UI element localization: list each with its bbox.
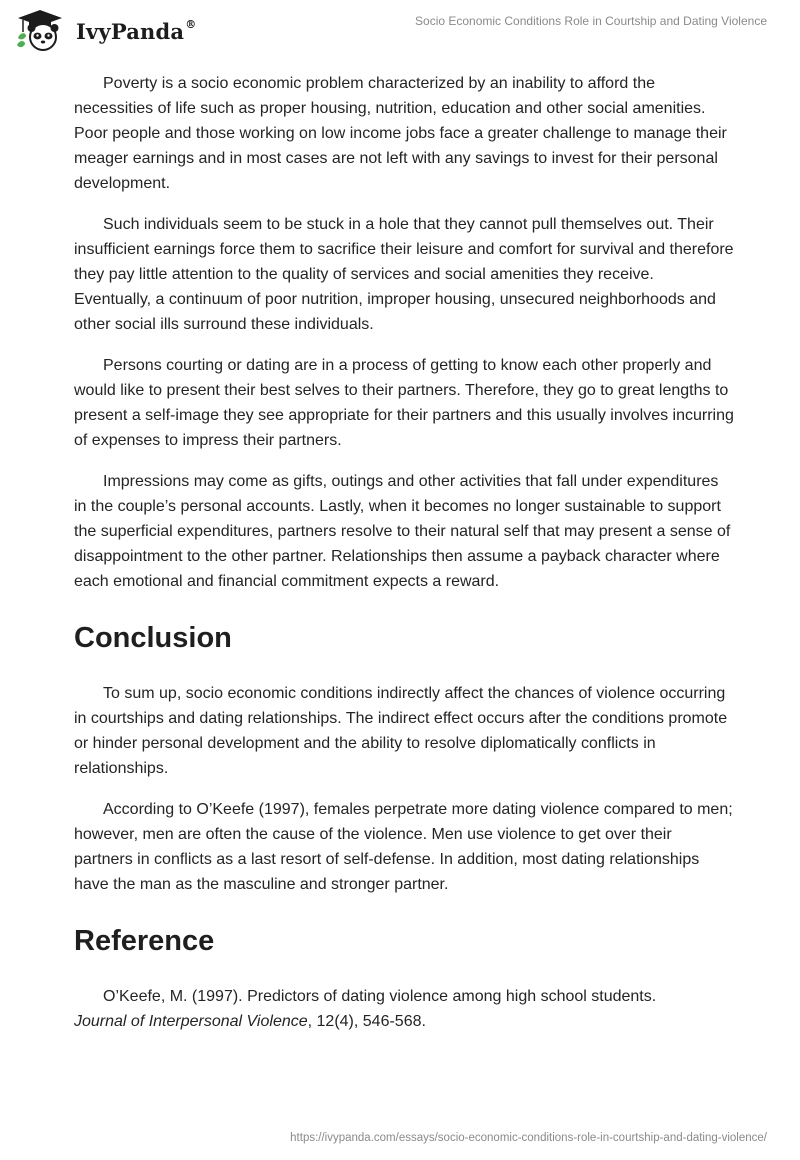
body-paragraph: Poverty is a socio economic problem characterized by an inability to afford the necessities of life such as proper housing, nutrition, education and other social amenities. Poor people and those working on low income jobs face a greater challenge to manage their meager earnings and in most cases are not left with any savings to invest for their personal development. bbox=[74, 75, 727, 192]
running-title: Socio Economic Conditions Role in Courtship and Dating Violence bbox=[415, 14, 767, 28]
page-header bbox=[0, 0, 800, 60]
citation-lead: O’Keefe, M. (1997). Predictors of dating violence among high school students. bbox=[103, 988, 657, 1005]
footer-source-url[interactable]: https://ivypanda.com/essays/socio-economic-conditions-role-in-courtship-and-dating-violence/ bbox=[290, 1132, 767, 1144]
conclusion-paragraph: According to O’Keefe (1997), females perpetrate more dating violence compared to men; however, men are often the cause of the violence. Men use violence to get over their partners in conflicts as a last resort of self-defense. In addition, most dating relationships have the man as the masculine and stronger partner. bbox=[74, 801, 733, 893]
body-paragraph: Persons courting or dating are in a process of getting to know each other properly and would like to present their best selves to their partners. Therefore, they go to great lengths to present a self-image they see appropriate for their partners and this usually involves incurring of expenses to impress their partners. bbox=[74, 357, 734, 449]
journal-title: Journal of Interpersonal Violence bbox=[74, 1013, 308, 1030]
ivypanda-logo[interactable] bbox=[14, 8, 214, 52]
registered-mark: ® bbox=[185, 17, 197, 31]
citation-tail: , 12(4), 546-568. bbox=[307, 1013, 426, 1030]
conclusion-heading: Conclusion bbox=[74, 622, 232, 654]
brand-name: IvyPanda® bbox=[76, 17, 197, 44]
reference-entry bbox=[74, 984, 734, 1034]
body-paragraph: Such individuals seem to be stuck in a hole that they cannot pull themselves out. Their insufficient earnings force them to sacrifice their leisure and comfort for survival and therefore they pay little attention to the quality of services and social amenities they receive. Eventually, a continuum of poor nutrition, improper housing, unsecured neighborhoods and other social ills surround these individuals. bbox=[74, 216, 734, 333]
panda-graduation-logo-icon bbox=[14, 8, 66, 52]
body-paragraph: Impressions may come as gifts, outings and other activities that fall under expenditures in the couple’s personal accounts. Lastly, when it becomes no longer sustainable to support the superficial expenditures, partners resolve to their natural self that may present a sense of disappointment to the other partner. Relationships then assume a payback character where each emotional and financial commitment expects a reward. bbox=[74, 473, 731, 590]
conclusion-paragraph: To sum up, socio economic conditions indirectly affect the chances of violence occurring in courtships and dating relationships. The indirect effect occurs after the conditions promote or hinder personal development and the ability to resolve diplomatically conflicts in relationships. bbox=[74, 685, 728, 777]
essay-content bbox=[74, 71, 734, 1034]
reference-heading: Reference bbox=[74, 925, 215, 957]
